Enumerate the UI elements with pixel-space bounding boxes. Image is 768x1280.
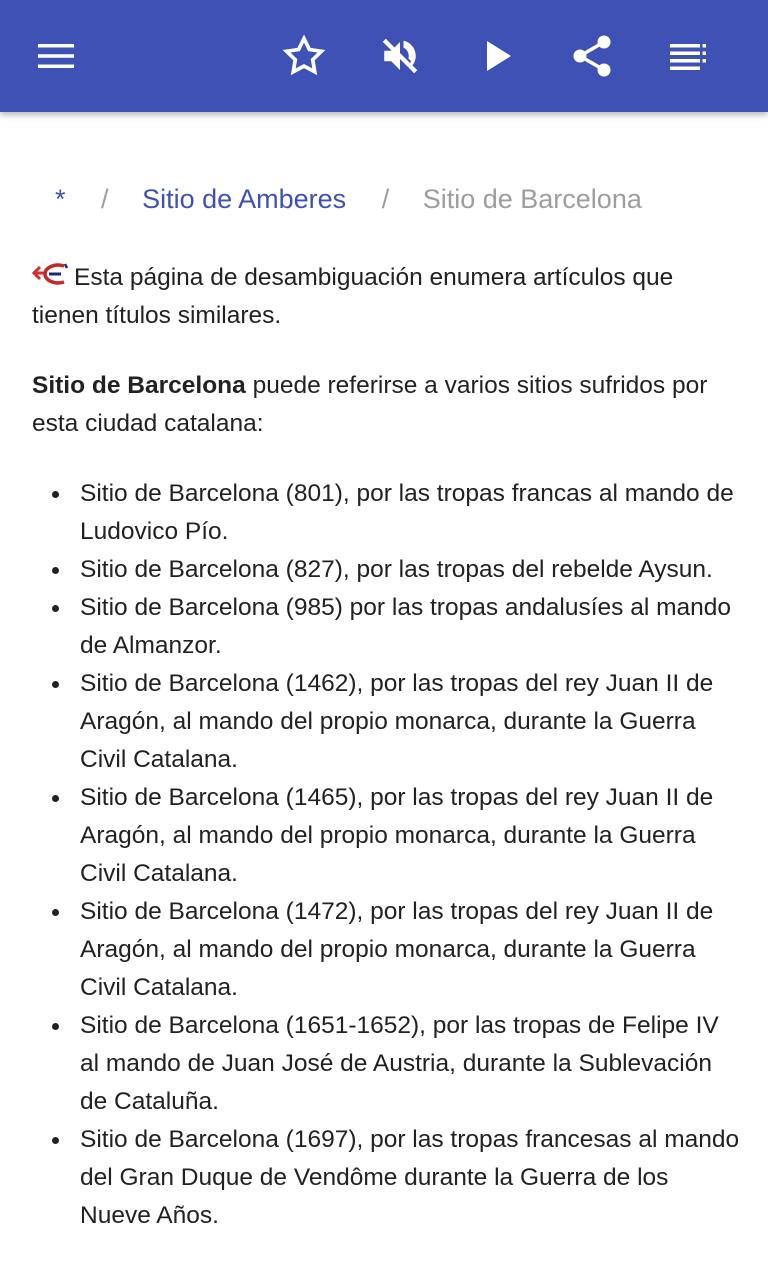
- disambiguation-text: Esta página de desambiguación enumera artículos que tienen títulos similares.: [32, 264, 674, 329]
- list-item[interactable]: Sitio de Barcelona (985) por las tropas andalusíes al mando de Almanzor.: [80, 589, 740, 665]
- breadcrumb-separator: /: [101, 184, 109, 214]
- breadcrumb-separator: /: [381, 184, 390, 214]
- article-intro: [32, 367, 740, 443]
- list-item[interactable]: Sitio de Barcelona (1472), por las tropas del rey Juan II de Aragón, al mando del propio monarca, durante la Guerra Civil Catalana.: [80, 893, 740, 1007]
- contents-button[interactable]: [660, 28, 716, 84]
- list-item[interactable]: Sitio de Barcelona (1462), por las tropas del rey Juan II de Aragón, al mando del propio monarca, durante la Guerra Civil Catalana.: [80, 665, 740, 779]
- article-intro-text: puede referirse a varios sitios sufridos por esta ciudad catalana:: [32, 372, 708, 437]
- playlist-icon: [668, 41, 708, 71]
- siege-list: [32, 475, 740, 1235]
- play-icon: [483, 39, 513, 73]
- list-item[interactable]: Sitio de Barcelona (801), por las tropas francas al mando de Ludovico Pío.: [80, 475, 740, 551]
- play-button[interactable]: [470, 28, 526, 84]
- breadcrumb-current: Sitio de Barcelona: [422, 184, 642, 214]
- menu-icon: [36, 41, 76, 71]
- list-item[interactable]: Sitio de Barcelona (1465), por las tropas del rey Juan II de Aragón, al mando del propio monarca, durante la Guerra Civil Catalana.: [80, 779, 740, 893]
- disambiguation-icon: [32, 261, 70, 287]
- list-item[interactable]: Sitio de Barcelona (827), por las tropas del rebelde Aysun.: [80, 551, 740, 589]
- list-item[interactable]: Sitio de Barcelona (1651-1652), por las tropas de Felipe IV al mando de Juan José de Austria, durante la Sublevación de Cataluña.: [80, 1007, 740, 1121]
- app-toolbar: [0, 0, 768, 112]
- mute-button[interactable]: [372, 28, 428, 84]
- bookmark-button[interactable]: [276, 28, 332, 84]
- star-icon: [282, 34, 326, 78]
- share-button[interactable]: [564, 28, 620, 84]
- article-body: [32, 259, 740, 1235]
- share-icon: [571, 34, 613, 78]
- menu-button[interactable]: [28, 28, 84, 84]
- breadcrumb-parent-link[interactable]: Sitio de Amberes: [142, 184, 347, 214]
- list-item[interactable]: Sitio de Barcelona (1697), por las tropas francesas al mando del Gran Duque de Vendôme durante la Guerra de los Nueve Años.: [80, 1121, 740, 1235]
- article-title-bold: Sitio de Barcelona: [32, 372, 246, 399]
- volume-off-icon: [379, 35, 421, 77]
- breadcrumb: [55, 180, 642, 218]
- disambiguation-notice: [32, 259, 740, 335]
- breadcrumb-home-link[interactable]: *: [55, 184, 66, 214]
- article-content: [0, 112, 768, 1280]
